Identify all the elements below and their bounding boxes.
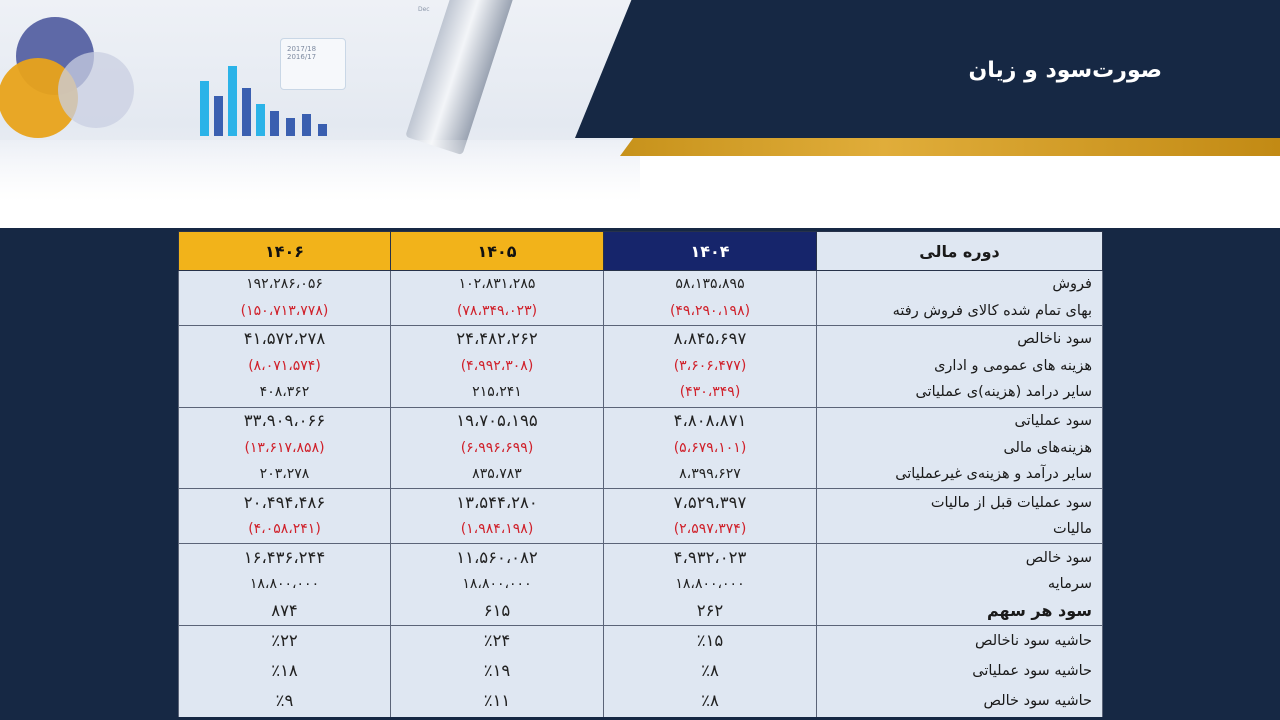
cell-value: ٪۲۲ bbox=[271, 631, 298, 651]
cell-value: ۲۴،۴۸۲،۲۶۲ bbox=[456, 329, 538, 349]
values-1404 bbox=[604, 625, 817, 717]
table-row-group bbox=[179, 325, 1103, 407]
cell-value: ٪۱۵ bbox=[696, 631, 724, 651]
row-label: سود عملیاتی bbox=[1014, 413, 1092, 430]
cell-value: ۸،۸۴۵،۶۹۷ bbox=[673, 329, 747, 349]
decor-bar bbox=[302, 114, 311, 136]
cell-value: (۱۳،۶۱۷،۸۵۸) bbox=[244, 439, 325, 456]
cell-value: ۲۰،۴۹۴،۴۸۶ bbox=[243, 492, 326, 512]
cell-value: (۱،۹۸۴،۱۹۸) bbox=[460, 521, 534, 538]
row-labels bbox=[817, 271, 1103, 326]
cell-value: ۲۱۵،۲۴۱ bbox=[472, 384, 522, 401]
values-1406 bbox=[179, 489, 391, 544]
decor-bar bbox=[200, 81, 209, 136]
cell-value: (۳،۶۰۶،۴۷۷) bbox=[673, 357, 747, 374]
values-1404 bbox=[604, 489, 817, 544]
row-label: فروش bbox=[1052, 276, 1092, 293]
values-1405 bbox=[391, 544, 604, 626]
note-line-2: 2016/17 bbox=[287, 53, 317, 61]
cell-value: ٪۱۱ bbox=[483, 691, 511, 711]
values-1406 bbox=[179, 325, 391, 407]
decor-pen bbox=[405, 0, 515, 155]
decor-bar bbox=[270, 111, 279, 136]
decor-note bbox=[280, 38, 346, 90]
table-header-row bbox=[179, 232, 1103, 271]
row-label: سرمایه bbox=[1047, 576, 1092, 593]
cell-value: ٪۲۴ bbox=[483, 631, 511, 651]
cell-value: (۷۸،۳۴۹،۰۲۳) bbox=[456, 302, 538, 319]
row-label: بهای تمام شده کالای فروش رفته bbox=[892, 302, 1092, 319]
values-1405 bbox=[391, 271, 604, 326]
row-label: سایر درآمد و هزینه‌ی غیرعملیاتی bbox=[895, 466, 1092, 483]
cell-value: ۱۱،۵۶۰،۰۸۲ bbox=[456, 547, 538, 567]
cell-value: (۱۵۰،۷۱۳،۷۷۸) bbox=[240, 302, 329, 319]
cell-value: ۳۳،۹۰۹،۰۶۶ bbox=[243, 411, 326, 431]
cell-value: ٪۸ bbox=[701, 661, 719, 681]
row-labels bbox=[817, 625, 1103, 717]
values-1406 bbox=[179, 625, 391, 717]
row-labels bbox=[817, 544, 1103, 626]
cell-value: ۴۰۸،۳۶۲ bbox=[259, 384, 310, 401]
cell-value: (۸،۰۷۱،۵۷۴) bbox=[248, 357, 321, 374]
row-label: هزینه‌های مالی bbox=[1003, 439, 1092, 456]
table-row-group bbox=[179, 407, 1103, 489]
cell-value: (۴۹،۲۹۰،۱۹۸) bbox=[669, 302, 751, 319]
row-label: هزینه های عمومی و اداری bbox=[934, 357, 1092, 374]
header-navy-panel bbox=[575, 0, 1280, 138]
page-title: صورت‌سود و زیان bbox=[968, 58, 1162, 83]
row-label: سود هر سهم bbox=[986, 600, 1092, 620]
cell-value: ۴،۸۰۸،۸۷۱ bbox=[673, 411, 747, 431]
cell-value: ۷،۵۲۹،۳۹۷ bbox=[673, 492, 747, 512]
values-1405 bbox=[391, 489, 604, 544]
cell-value: ۱۹۲،۲۸۶،۰۵۶ bbox=[246, 276, 323, 293]
values-1406 bbox=[179, 544, 391, 626]
cell-value: (۵،۶۷۹،۱۰۱) bbox=[673, 439, 747, 456]
column-header-1405: ۱۴۰۵ bbox=[391, 232, 604, 271]
values-1404 bbox=[604, 407, 817, 489]
cell-value: (۴،۰۵۸،۲۴۱) bbox=[248, 521, 321, 538]
decor-circle-grey bbox=[58, 52, 134, 128]
row-label: حاشیه سود ناخالص bbox=[974, 633, 1092, 650]
row-labels bbox=[817, 407, 1103, 489]
cell-value: ۱۰۲،۸۳۱،۲۸۵ bbox=[458, 276, 536, 293]
cell-value: ۸۳۵،۷۸۳ bbox=[472, 466, 522, 483]
values-1406 bbox=[179, 407, 391, 489]
table-row-group bbox=[179, 489, 1103, 544]
cell-value: ۱۶،۴۳۶،۲۴۴ bbox=[243, 547, 326, 567]
decor-bar bbox=[256, 104, 265, 136]
decor-note-small: Dec bbox=[418, 6, 430, 13]
cell-value: ۱۸،۸۰۰،۰۰۰ bbox=[249, 576, 320, 593]
cell-value: ٪۸ bbox=[701, 691, 719, 711]
row-label: سود خالص bbox=[1025, 549, 1092, 566]
row-label: حاشیه سود عملیاتی bbox=[972, 663, 1092, 680]
values-1404 bbox=[604, 325, 817, 407]
cell-value: ۵۸،۱۳۵،۸۹۵ bbox=[675, 276, 745, 293]
decor-bar bbox=[242, 88, 251, 136]
cell-value: ۶۱۵ bbox=[483, 600, 511, 620]
cell-value: (۴،۹۹۲،۳۰۸) bbox=[460, 357, 534, 374]
row-label: سود عملیات قبل از مالیات bbox=[930, 494, 1092, 511]
cell-value: ۲۰۳،۲۷۸ bbox=[259, 466, 310, 483]
row-labels bbox=[817, 325, 1103, 407]
values-1405 bbox=[391, 325, 604, 407]
row-label: حاشیه سود خالص bbox=[983, 693, 1092, 710]
cell-value: ۴۱،۵۷۲،۲۷۸ bbox=[243, 329, 326, 349]
row-labels bbox=[817, 489, 1103, 544]
decor-bar bbox=[228, 66, 237, 136]
income-statement-table bbox=[178, 231, 1103, 717]
values-1404 bbox=[604, 544, 817, 626]
row-label: سود ناخالص bbox=[1017, 331, 1092, 348]
cell-value: ۱۹،۷۰۵،۱۹۵ bbox=[456, 411, 538, 431]
cell-value: ۱۳،۵۴۴،۲۸۰ bbox=[456, 492, 538, 512]
decor-bar bbox=[214, 96, 223, 136]
cell-value: (۲،۵۹۷،۳۷۴) bbox=[673, 521, 747, 538]
table-row-group bbox=[179, 271, 1103, 326]
column-header-1404: ۱۴۰۴ bbox=[604, 232, 817, 271]
cell-value: ۸،۳۹۹،۶۲۷ bbox=[679, 466, 741, 483]
cell-value: ۴،۹۳۲،۰۲۳ bbox=[673, 547, 747, 567]
row-label: سایر درامد (هزینه)ی عملیاتی bbox=[915, 384, 1092, 401]
column-header-period: دوره مالی bbox=[817, 232, 1103, 271]
cell-value: ٪۱۹ bbox=[483, 661, 511, 681]
values-1406 bbox=[179, 271, 391, 326]
cell-value: ۲۶۲ bbox=[696, 600, 724, 620]
header-banner bbox=[0, 0, 1280, 228]
cell-value: ۱۸،۸۰۰،۰۰۰ bbox=[462, 576, 532, 593]
cell-value: (۴۳۰،۳۴۹) bbox=[679, 384, 741, 401]
values-1404 bbox=[604, 271, 817, 326]
values-1405 bbox=[391, 625, 604, 717]
decor-bar bbox=[318, 124, 327, 136]
decor-bar bbox=[286, 118, 295, 136]
table-row-group bbox=[179, 625, 1103, 717]
table-row-group bbox=[179, 544, 1103, 626]
cell-value: ٪۹ bbox=[275, 691, 294, 711]
cell-value: (۶،۹۹۶،۶۹۹) bbox=[460, 439, 534, 456]
row-label: مالیات bbox=[1052, 521, 1092, 538]
column-header-1406: ۱۴۰۶ bbox=[179, 232, 391, 271]
cell-value: ۱۸،۸۰۰،۰۰۰ bbox=[675, 576, 745, 593]
header-gold-stripe bbox=[620, 138, 1280, 156]
note-line-1: 2017/18 bbox=[287, 45, 317, 53]
cell-value: ٪۱۸ bbox=[271, 661, 298, 681]
values-1405 bbox=[391, 407, 604, 489]
cell-value: ۸۷۴ bbox=[271, 600, 298, 620]
